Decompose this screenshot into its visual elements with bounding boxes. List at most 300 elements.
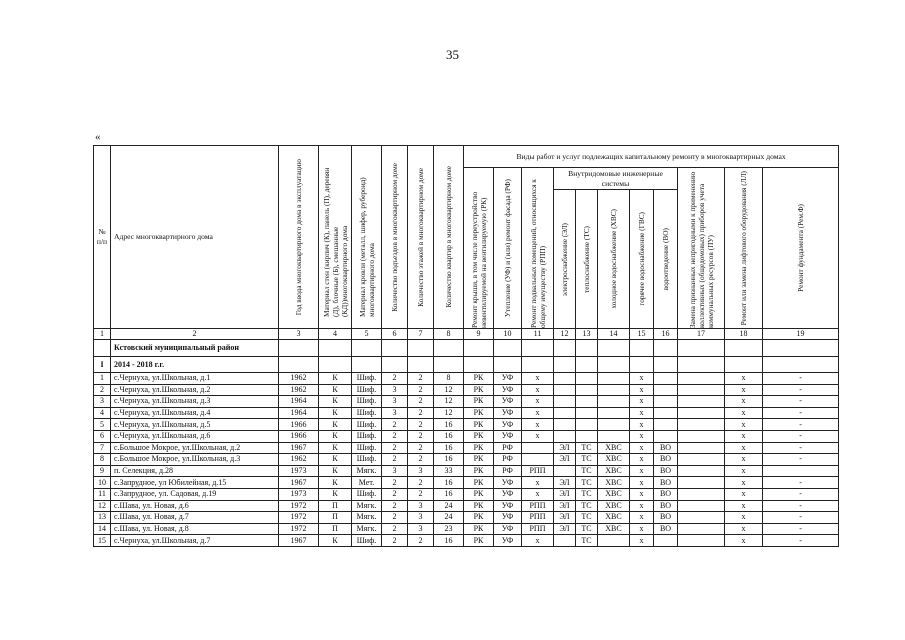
header-year: Год ввода многоквартирного дома в эксплуатацию: [279, 146, 319, 329]
table-cell: -: [763, 396, 839, 408]
table-cell: 12: [434, 407, 464, 419]
table-cell: -: [763, 512, 839, 524]
table-cell: [554, 419, 576, 431]
table-cell: [678, 535, 725, 547]
table-cell: 3: [408, 465, 434, 477]
table-cell: К: [319, 396, 352, 408]
table-cell: 1962: [279, 384, 319, 396]
table-cell: 2: [408, 419, 434, 431]
table-cell: РПП: [522, 465, 554, 477]
header-systems-title: Внутридомовые инженерные системы: [554, 168, 678, 190]
table-cell: 2: [408, 407, 434, 419]
table-cell: х: [725, 454, 763, 466]
table-cell: ВО: [654, 465, 678, 477]
table-cell: ТС: [576, 442, 598, 454]
table-cell: Шиф.: [352, 430, 382, 442]
table-cell: 23: [434, 523, 464, 535]
table-cell: 2: [382, 523, 408, 535]
table-cell: 33: [434, 465, 464, 477]
table-cell: [678, 407, 725, 419]
table-cell: -: [763, 384, 839, 396]
table-cell: 16: [434, 454, 464, 466]
table-cell: х: [630, 523, 654, 535]
table-cell: х: [725, 500, 763, 512]
table-cell: х: [725, 419, 763, 431]
table-cell: 4: [94, 407, 111, 419]
table-cell: [554, 384, 576, 396]
column-number: 7: [408, 329, 434, 340]
table-cell: К: [319, 465, 352, 477]
column-number: 12: [554, 329, 576, 340]
table-cell: К: [319, 407, 352, 419]
table-cell: [576, 384, 598, 396]
table-cell: -: [763, 454, 839, 466]
table-cell: 1966: [279, 419, 319, 431]
table-cell: х: [630, 535, 654, 547]
table-cell: 3: [408, 523, 434, 535]
table-cell: П: [319, 523, 352, 535]
row-address: с.Большое Мокрое, ул.Школьная, д.2: [111, 442, 279, 454]
table-cell: 2: [382, 500, 408, 512]
table-cell: ВО: [654, 477, 678, 489]
table-cell: 1962: [279, 373, 319, 385]
table-cell: 16: [434, 430, 464, 442]
table-row: [94, 373, 839, 385]
table-cell: -: [763, 442, 839, 454]
table-cell: х: [725, 430, 763, 442]
table-cell: 12: [434, 384, 464, 396]
table-cell: РПП: [522, 512, 554, 524]
table-cell: Шиф.: [352, 373, 382, 385]
column-number: 9: [464, 329, 494, 340]
column-number: 4: [319, 329, 352, 340]
table-cell: ЭЛ: [554, 488, 576, 500]
table-cell: [576, 407, 598, 419]
table-cell: х: [725, 373, 763, 385]
table-cell: РК: [464, 488, 494, 500]
table-cell: УФ: [494, 523, 522, 535]
column-number: 13: [576, 329, 598, 340]
column-number: 14: [598, 329, 630, 340]
table-cell: РК: [464, 430, 494, 442]
table-row: [94, 535, 839, 547]
table-cell: 3: [382, 407, 408, 419]
row-address: с.Чернуха, ул.Школьная, д.1: [111, 373, 279, 385]
table-cell: х: [522, 419, 554, 431]
table-cell: ХВС: [598, 512, 630, 524]
column-number: 16: [654, 329, 678, 340]
table-cell: 1972: [279, 500, 319, 512]
table-cell: -: [763, 407, 839, 419]
table-cell: УФ: [494, 512, 522, 524]
row-address: с.Чернуха, ул.Школьная, д.2: [111, 384, 279, 396]
table-cell: [598, 407, 630, 419]
table-cell: РФ: [494, 465, 522, 477]
row-address: с.Чернуха, ул.Школьная, д.7: [111, 535, 279, 547]
row-address: с.Запрудное, ул. Садовая, д.19: [111, 488, 279, 500]
table-cell: Мягк.: [352, 465, 382, 477]
table-cell: [654, 384, 678, 396]
table-cell: 8: [94, 454, 111, 466]
table-cell: [598, 384, 630, 396]
header-works-title: Виды работ и услуг подлежащих капитальному ремонту в многоквартирных домах: [464, 146, 839, 168]
table-cell: [678, 396, 725, 408]
table-cell: [654, 396, 678, 408]
row-address: с.Шава, ул. Новая, д.8: [111, 523, 279, 535]
table-cell: [598, 419, 630, 431]
table-cell: 16: [434, 488, 464, 500]
period-label: 2014 - 2018 г.г.: [111, 357, 279, 373]
table-cell: х: [630, 500, 654, 512]
table-cell: х: [725, 477, 763, 489]
table-cell: х: [522, 396, 554, 408]
table-cell: х: [725, 523, 763, 535]
table-cell: УФ: [494, 500, 522, 512]
table-cell: 11: [94, 488, 111, 500]
table-cell: [522, 454, 554, 466]
table-cell: ТС: [576, 535, 598, 547]
table-cell: 3: [382, 384, 408, 396]
column-number: 10: [494, 329, 522, 340]
table-cell: 1964: [279, 407, 319, 419]
table-cell: 2: [408, 396, 434, 408]
table-cell: [678, 523, 725, 535]
table-cell: 2: [382, 488, 408, 500]
header-facade: Утепление (УФ) и (или) ремонт фасада (РФ): [494, 168, 522, 329]
capital-repair-table: [93, 145, 839, 547]
period-num: I: [94, 357, 111, 373]
table-cell: ТС: [576, 454, 598, 466]
table-cell: -: [763, 535, 839, 547]
table-cell: [576, 419, 598, 431]
table-cell: х: [630, 477, 654, 489]
row-address: с.Шава, ул. Новая, д.7: [111, 512, 279, 524]
table-cell: 16: [434, 535, 464, 547]
header-address: Адрес многоквартирного дома: [111, 146, 279, 329]
table-cell: 2: [382, 442, 408, 454]
table-header: [94, 146, 839, 329]
table-cell: РК: [464, 396, 494, 408]
table-cell: РК: [464, 512, 494, 524]
table-cell: К: [319, 430, 352, 442]
table-cell: х: [522, 477, 554, 489]
table-cell: 14: [94, 523, 111, 535]
table-cell: х: [630, 488, 654, 500]
table-cell: ВО: [654, 442, 678, 454]
table-cell: К: [319, 488, 352, 500]
table-cell: 1966: [279, 430, 319, 442]
table-cell: 8: [434, 373, 464, 385]
header-heating: теплоснабжение (ТС): [576, 190, 598, 329]
table-cell: х: [630, 407, 654, 419]
table-cell: Шиф.: [352, 488, 382, 500]
table-cell: 13: [94, 512, 111, 524]
table-cell: 2: [408, 430, 434, 442]
table-cell: 1973: [279, 465, 319, 477]
table-cell: [554, 535, 576, 547]
table-cell: ЭЛ: [554, 512, 576, 524]
table-cell: [678, 442, 725, 454]
table-row: [94, 465, 839, 477]
table-cell: [654, 407, 678, 419]
table-cell: [654, 535, 678, 547]
table-cell: 1967: [279, 442, 319, 454]
table-cell: -: [763, 373, 839, 385]
column-number: 5: [352, 329, 382, 340]
header-drainage: водоотведение (ВО): [654, 190, 678, 329]
table-cell: РФ: [494, 442, 522, 454]
table-cell: 2: [382, 477, 408, 489]
table-cell: 3: [382, 396, 408, 408]
table-cell: -: [763, 488, 839, 500]
table-cell: ТС: [576, 477, 598, 489]
table-cell: ЭЛ: [554, 442, 576, 454]
table-cell: -: [763, 430, 839, 442]
table-cell: ХВС: [598, 477, 630, 489]
header-meters: Замена признанных непригодными к применению коллективных (общедомовых) приборов учета коммунальных ресурсов (ПУ): [678, 168, 725, 329]
table-cell: К: [319, 454, 352, 466]
table-cell: х: [725, 396, 763, 408]
table-cell: х: [522, 384, 554, 396]
table-cell: 2: [94, 384, 111, 396]
table-cell: 1967: [279, 477, 319, 489]
header-cold-water: холодное водоснабжение (ХВС): [598, 190, 630, 329]
table-cell: ВО: [654, 512, 678, 524]
table-cell: х: [630, 430, 654, 442]
table-cell: 2: [408, 373, 434, 385]
row-address: с.Шава, ул. Новая, д.6: [111, 500, 279, 512]
table-cell: -: [763, 477, 839, 489]
table-cell: х: [725, 488, 763, 500]
table-cell: РК: [464, 500, 494, 512]
table-cell: ТС: [576, 500, 598, 512]
column-number: 17: [678, 329, 725, 340]
table-cell: [598, 373, 630, 385]
table-cell: [654, 430, 678, 442]
table-cell: [598, 396, 630, 408]
table-cell: РК: [464, 465, 494, 477]
table-cell: [678, 430, 725, 442]
table-cell: 16: [434, 477, 464, 489]
table-cell: ТС: [576, 465, 598, 477]
column-number: 8: [434, 329, 464, 340]
table-cell: -: [763, 500, 839, 512]
table-cell: 2: [382, 373, 408, 385]
table-cell: ТС: [576, 523, 598, 535]
table-cell: 1973: [279, 488, 319, 500]
table-cell: ЭЛ: [554, 477, 576, 489]
table-cell: [678, 454, 725, 466]
table-cell: 1972: [279, 523, 319, 535]
table-cell: УФ: [494, 419, 522, 431]
header-floors: Количество этажей в многоквартирном доме: [408, 146, 434, 329]
table-cell: х: [630, 512, 654, 524]
column-number: 3: [279, 329, 319, 340]
column-number-row: [94, 329, 839, 340]
column-number: 1: [94, 329, 111, 340]
table-cell: 2: [382, 512, 408, 524]
table-cell: 1: [94, 373, 111, 385]
table-cell: ХВС: [598, 465, 630, 477]
region-name: Кстовский муниципальный район: [111, 340, 279, 357]
table-cell: ВО: [654, 488, 678, 500]
table-cell: х: [725, 407, 763, 419]
table-cell: К: [319, 442, 352, 454]
table-cell: [678, 384, 725, 396]
table-cell: 5: [94, 419, 111, 431]
table-cell: РК: [464, 523, 494, 535]
table-row: [94, 407, 839, 419]
table-cell: х: [725, 512, 763, 524]
table-cell: Шиф.: [352, 442, 382, 454]
table-cell: Шиф.: [352, 396, 382, 408]
table-cell: Шиф.: [352, 419, 382, 431]
table-cell: Шиф.: [352, 454, 382, 466]
table-cell: 2: [408, 442, 434, 454]
table-cell: РК: [464, 535, 494, 547]
table-row: [94, 488, 839, 500]
table-cell: х: [725, 465, 763, 477]
table-cell: ТС: [576, 512, 598, 524]
table-cell: ЭЛ: [554, 500, 576, 512]
table-cell: [678, 477, 725, 489]
table-cell: УФ: [494, 535, 522, 547]
table-cell: [654, 373, 678, 385]
table-cell: 15: [94, 535, 111, 547]
table-cell: х: [725, 384, 763, 396]
table-cell: 6: [94, 430, 111, 442]
table-cell: ТС: [576, 488, 598, 500]
row-address: с.Чернуха, ул.Школьная, д.4: [111, 407, 279, 419]
table-cell: [554, 407, 576, 419]
table-cell: РК: [464, 419, 494, 431]
table-cell: РК: [464, 454, 494, 466]
table-cell: 2: [382, 430, 408, 442]
table-cell: х: [522, 430, 554, 442]
table-cell: П: [319, 512, 352, 524]
table-cell: [654, 419, 678, 431]
table-cell: Шиф.: [352, 407, 382, 419]
table-cell: -: [763, 523, 839, 535]
table-cell: 1967: [279, 535, 319, 547]
table-cell: Мягк.: [352, 500, 382, 512]
table-cell: 2: [382, 419, 408, 431]
table-cell: 24: [434, 512, 464, 524]
table-cell: 3: [408, 512, 434, 524]
table-cell: 2: [382, 454, 408, 466]
page-number: 35: [446, 47, 459, 62]
table-cell: РПП: [522, 523, 554, 535]
table-cell: Мягк.: [352, 512, 382, 524]
table-cell: 2: [408, 488, 434, 500]
row-address: с.Чернуха, ул.Школьная, д.3: [111, 396, 279, 408]
table-cell: 24: [434, 500, 464, 512]
column-number: 15: [630, 329, 654, 340]
row-address: п. Селекция, д.28: [111, 465, 279, 477]
table-cell: [598, 430, 630, 442]
table-row: [94, 430, 839, 442]
table-row: [94, 442, 839, 454]
header-electric: электроснабжение (ЭЛ): [554, 190, 576, 329]
table-cell: 7: [94, 442, 111, 454]
header-hot-water: горячее водоснабжение (ГВС): [630, 190, 654, 329]
table-cell: РФ: [494, 454, 522, 466]
table-cell: х: [630, 442, 654, 454]
table-cell: 1972: [279, 512, 319, 524]
table-cell: [678, 500, 725, 512]
row-address: с.Чернуха, ул.Школьная, д.6: [111, 430, 279, 442]
table-cell: х: [522, 373, 554, 385]
table-cell: х: [725, 442, 763, 454]
column-number: 19: [763, 329, 839, 340]
table-cell: 2: [382, 535, 408, 547]
table-cell: ХВС: [598, 442, 630, 454]
table-cell: ВО: [654, 523, 678, 535]
table-row: [94, 419, 839, 431]
table-cell: [576, 396, 598, 408]
header-foundation: Ремонт фундамента (Рем.Ф): [763, 168, 839, 329]
table-cell: К: [319, 384, 352, 396]
table-cell: [554, 396, 576, 408]
table-cell: Шиф.: [352, 535, 382, 547]
table-cell: 1962: [279, 454, 319, 466]
table-cell: РК: [464, 407, 494, 419]
table-cell: ВО: [654, 500, 678, 512]
table-cell: -: [763, 419, 839, 431]
table-cell: 12: [434, 396, 464, 408]
table-cell: х: [630, 465, 654, 477]
table-row: [94, 512, 839, 524]
table-cell: ХВС: [598, 500, 630, 512]
table-cell: [554, 465, 576, 477]
table-row: [94, 396, 839, 408]
table-cell: [576, 373, 598, 385]
header-elevator: Ремонт или замена лифтового оборудования (ЛЛ): [725, 168, 763, 329]
table-cell: К: [319, 373, 352, 385]
header-apartments: Количество квартир в многоквартирном доме: [434, 146, 464, 329]
table-cell: ХВС: [598, 523, 630, 535]
table-cell: 9: [94, 465, 111, 477]
table-row: [94, 523, 839, 535]
table-cell: 10: [94, 477, 111, 489]
table-cell: х: [630, 396, 654, 408]
row-address: с.Большое Мокрое, ул.Школьная, д.3: [111, 454, 279, 466]
table-cell: [678, 512, 725, 524]
table-cell: РК: [464, 373, 494, 385]
table-cell: 2: [408, 454, 434, 466]
table-cell: 2: [408, 384, 434, 396]
table-cell: РПП: [522, 500, 554, 512]
table-cell: РК: [464, 442, 494, 454]
column-number: 2: [111, 329, 279, 340]
region-num-cell: [94, 340, 111, 357]
table-cell: Мягк.: [352, 523, 382, 535]
table-cell: 3: [382, 465, 408, 477]
table-cell: х: [630, 454, 654, 466]
table-cell: х: [630, 419, 654, 431]
table-cell: УФ: [494, 396, 522, 408]
table-cell: х: [522, 535, 554, 547]
table-cell: [554, 430, 576, 442]
table-cell: 1964: [279, 396, 319, 408]
row-address: с.Запрудное, ул Юбилейная, д.15: [111, 477, 279, 489]
table-cell: [678, 419, 725, 431]
table-cell: х: [725, 535, 763, 547]
table-cell: УФ: [494, 488, 522, 500]
table-cell: К: [319, 419, 352, 431]
table-cell: ЭЛ: [554, 523, 576, 535]
table-cell: РК: [464, 477, 494, 489]
